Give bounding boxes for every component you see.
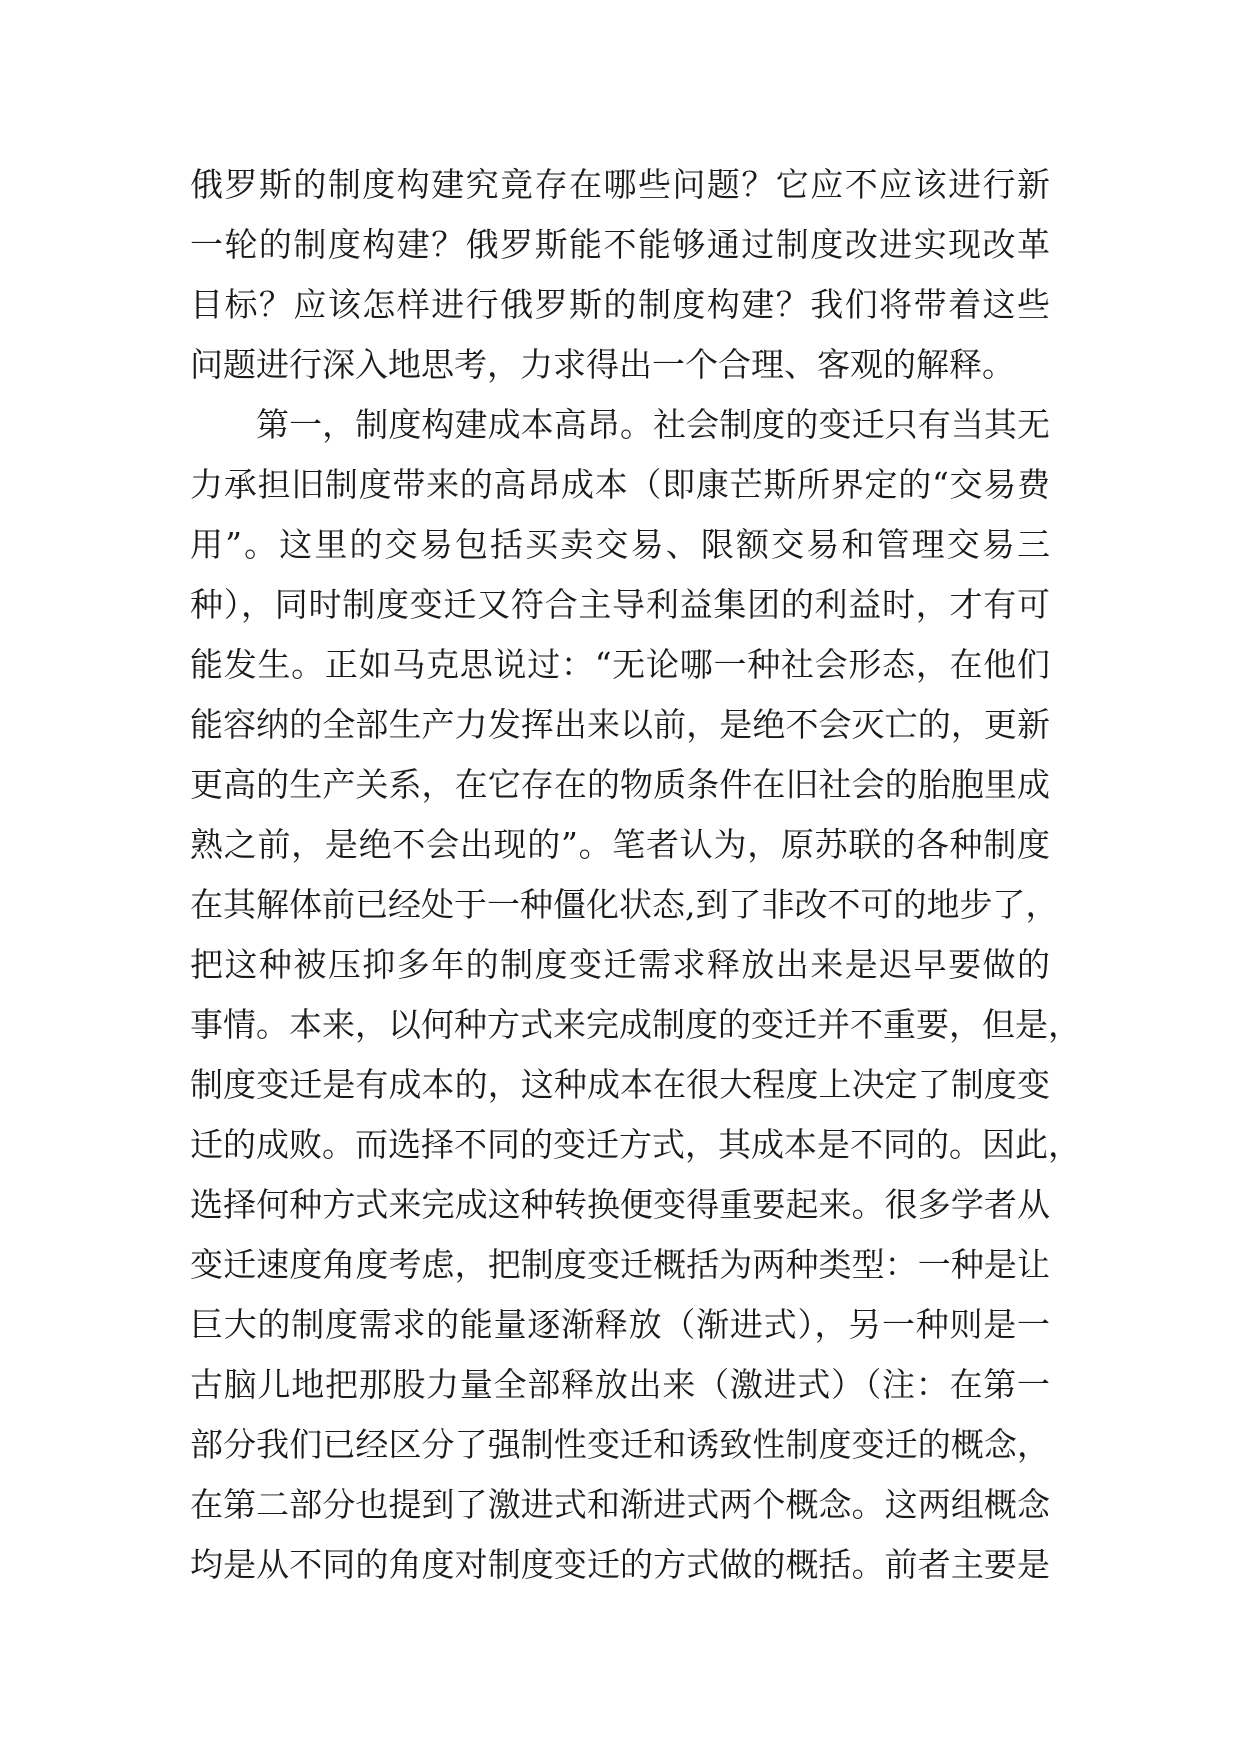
text-line: 用”。这里的交易包括买卖交易、限额交易和管理交易三 [190,525,1050,564]
text-line: 变迁速度角度考虑，把制度变迁概括为两种类型：一种是让 [190,1245,1050,1284]
text-line: 选择何种方式来完成这种转换便变得重要起来。很多学者从 [190,1185,1050,1224]
text-line: 种），同时制度变迁又符合主导利益集团的利益时，才有可 [190,585,1050,624]
text-line: 能发生。正如马克思说过：“无论哪一种社会形态，在他们 [190,645,1050,684]
text-line: 能容纳的全部生产力发挥出来以前，是绝不会灭亡的，更新 [190,705,1050,744]
text-line: 古脑儿地把那股力量全部释放出来（激进式）（注：在第一 [190,1365,1050,1404]
text-line: 制度变迁是有成本的，这种成本在很大程度上决定了制度变 [190,1065,1050,1104]
text-line: 熟之前，是绝不会出现的”。笔者认为，原苏联的各种制度 [190,825,1050,864]
text-line: 事情。本来，以何种方式来完成制度的变迁并不重要，但是， [190,1005,1081,1044]
body-text [190,155,1081,1595]
text-line: 在第二部分也提到了激进式和渐进式两个概念。这两组概念 [190,1485,1050,1524]
text-line: 部分我们已经区分了强制性变迁和诱致性制度变迁的概念， [190,1425,1050,1464]
text-line: 巨大的制度需求的能量逐渐释放（渐进式），另一种则是一 [190,1305,1050,1344]
text-line: 俄罗斯的制度构建究竟存在哪些问题？它应不应该进行新 [190,165,1050,204]
text-line: 问题进行深入地思考，力求得出一个合理、客观的解释。 [190,345,1015,384]
text-line: 目标？应该怎样进行俄罗斯的制度构建？我们将带着这些 [190,285,1050,324]
text-line: 一轮的制度构建？俄罗斯能不能够通过制度改进实现改革 [190,225,1050,264]
text-line: 迁的成败。而选择不同的变迁方式，其成本是不同的。因此， [190,1125,1081,1164]
text-line: 均是从不同的角度对制度变迁的方式做的概括。前者主要是 [190,1545,1050,1584]
paragraph-first-line: 第一，制度构建成本高昂。社会制度的变迁只有当其无 [256,405,1050,444]
text-line: 在其解体前已经处于一种僵化状态,到了非改不可的地步了， [190,885,1059,924]
text-line: 把这种被压抑多年的制度变迁需求释放出来是迟早要做的 [190,945,1050,984]
text-line: 力承担旧制度带来的高昂成本（即康芒斯所界定的“交易费 [190,465,1050,504]
text-line: 更高的生产关系，在它存在的物质条件在旧社会的胎胞里成 [190,765,1050,804]
